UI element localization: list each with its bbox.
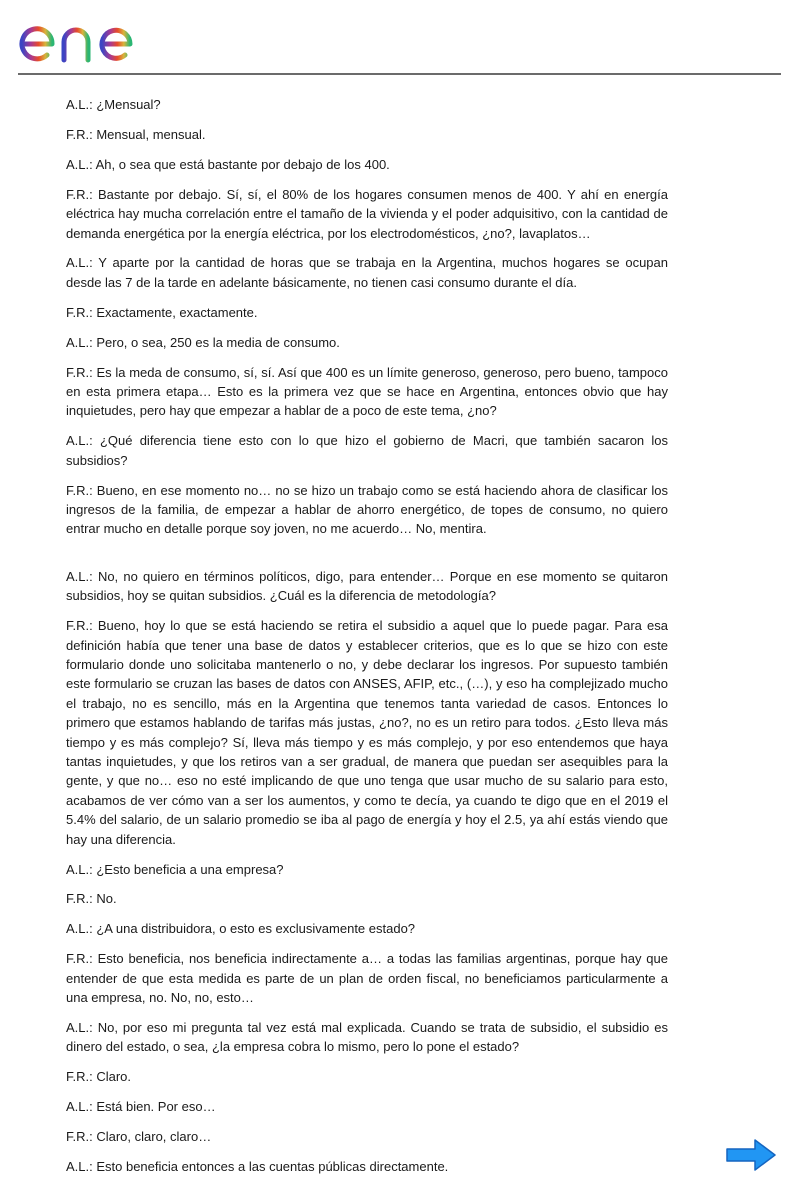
- arrow-right-icon[interactable]: [725, 1137, 777, 1173]
- transcript-paragraph: A.L.: Ah, o sea que está bastante por debajo de los 400.: [66, 156, 390, 172]
- transcript-paragraph: F.R.: Mensual, mensual.: [66, 126, 206, 142]
- transcript-paragraph: A.L.: ¿Esto beneficia a una empresa?: [66, 861, 284, 877]
- transcript-paragraph: A.L.: Y aparte por la cantidad de horas que se trabaja en la Argentina, muchos hogares se ocupan desde las 7 de la tarde en adelante básicamente, no tienen casi consumo durante el día.: [66, 255, 668, 290]
- transcript-paragraph: F.R.: No.: [66, 891, 117, 907]
- transcript-paragraph: A.L.: Esto beneficia entonces a las cuentas públicas directamente.: [66, 1158, 449, 1174]
- transcript-paragraph: F.R.: Esto beneficia, nos beneficia indirectamente a… a todas las familias argentinas, porque hay que entender de que esta medida es parte de un plan de orden fiscal, no beneficiamos particularmente a una empresa, no. No, no, esto…: [66, 951, 668, 1006]
- transcript-paragraph: A.L.: ¿Mensual?: [66, 97, 161, 112]
- transcript-paragraph: F.R.: Bueno, en ese momento no… no se hizo un trabajo como se está haciendo ahora de clasificar los ingresos de la familia, de empezar a hablar de ahorro energético, de topes de consumo, no quiero entrar mucho en detalle porque soy joven, no me acuerdo… No, mentira.: [66, 482, 668, 537]
- transcript-paragraph: F.R.: Bueno, hoy lo que se está haciendo se retira el subsidio a aquel que lo puede pagar. Para esa definición había que tener una base de datos y establecer criterios, que es lo que se hizo con este formulario donde uno solicitaba mantenerlo o no, y debe declarar los ingresos. Por supuesto también este formulario se cruzan las bases de datos con ANSES, AFIP, etc., (…), y eso ha complejizado mucho el trabajo, no es sencillo, más en la Argentina que tenemos tanta variedad de casos. Entonces lo primero que estamos hablando de tarifas más justas, ¿no?, no es un retiro para todos. ¿Esto lleva más tiempo y es más complejo? Sí, lleva más tiempo y es más complejo, y por eso entendemos que haya tantas inquietudes, y que los retiros van a ser gradual, de manera que puedan ser asequibles para la gente, y que no… eso no esté implicando de que uno tenga que usar mucho de su salario para esto, acabamos de ver cómo van a ser los aumentos, y como te decía, ya cuando te digo que en el 2019 el 5.4% del salario, de un salario promedio se iba al pago de energía y hoy el 2.5, ya ahí estás viendo que hay una diferencia.: [66, 618, 668, 847]
- enel-logo: [18, 8, 170, 66]
- transcript-paragraph: A.L.: ¿A una distribuidora, o esto es exclusivamente estado?: [66, 921, 416, 937]
- transcript-paragraph: F.R.: Es la meda de consumo, sí, sí. Así que 400 es un límite generoso, generoso, pero bueno, tampoco en esta primera etapa… Esto es la primera vez que se hace en Argentina, entonces obvio que hay inquietudes, pero hay que empezar a hablar de a poco de este tema, ¿no?: [66, 364, 668, 419]
- transcript-paragraph: A.L.: No, por eso mi pregunta tal vez está mal explicada. Cuando se trata de subsidio, el subsidio es dinero del estado, o sea, ¿la empresa cobra lo mismo, pero lo pone el estado?: [66, 1019, 668, 1055]
- transcript-paragraph: A.L.: No, no quiero en términos políticos, digo, para entender… Porque en ese momento se quitaron subsidios, hoy se quitan subsidios. ¿Cuál es la diferencia de metodología?: [66, 568, 668, 604]
- transcript-paragraph: F.R.: Claro.: [66, 1069, 132, 1085]
- transcript-paragraph: A.L.: ¿Qué diferencia tiene esto con lo que hizo el gobierno de Macri, que también sacaron los subsidios?: [66, 433, 668, 468]
- header-divider: [18, 73, 781, 75]
- transcript-paragraph: A.L.: Pero, o sea, 250 es la media de consumo.: [66, 334, 340, 350]
- transcript-paragraph: F.R.: Bastante por debajo. Sí, sí, el 80% de los hogares consumen menos de 400. Y ahí en energía eléctrica hay mucha correlación entre el tamaño de la vivienda y el poder adquisitivo, con la cantidad de demanda energética por la energía eléctrica, por los electrodomésticos, ¿no?, lavaplatos…: [66, 186, 668, 241]
- transcript-paragraph: F.R.: Claro, claro, claro…: [66, 1129, 212, 1145]
- interview-transcript: [66, 95, 668, 1187]
- page-header: [0, 0, 800, 80]
- transcript-paragraph: A.L.: Está bien. Por eso…: [66, 1099, 216, 1115]
- transcript-paragraph: F.R.: Exactamente, exactamente.: [66, 304, 258, 320]
